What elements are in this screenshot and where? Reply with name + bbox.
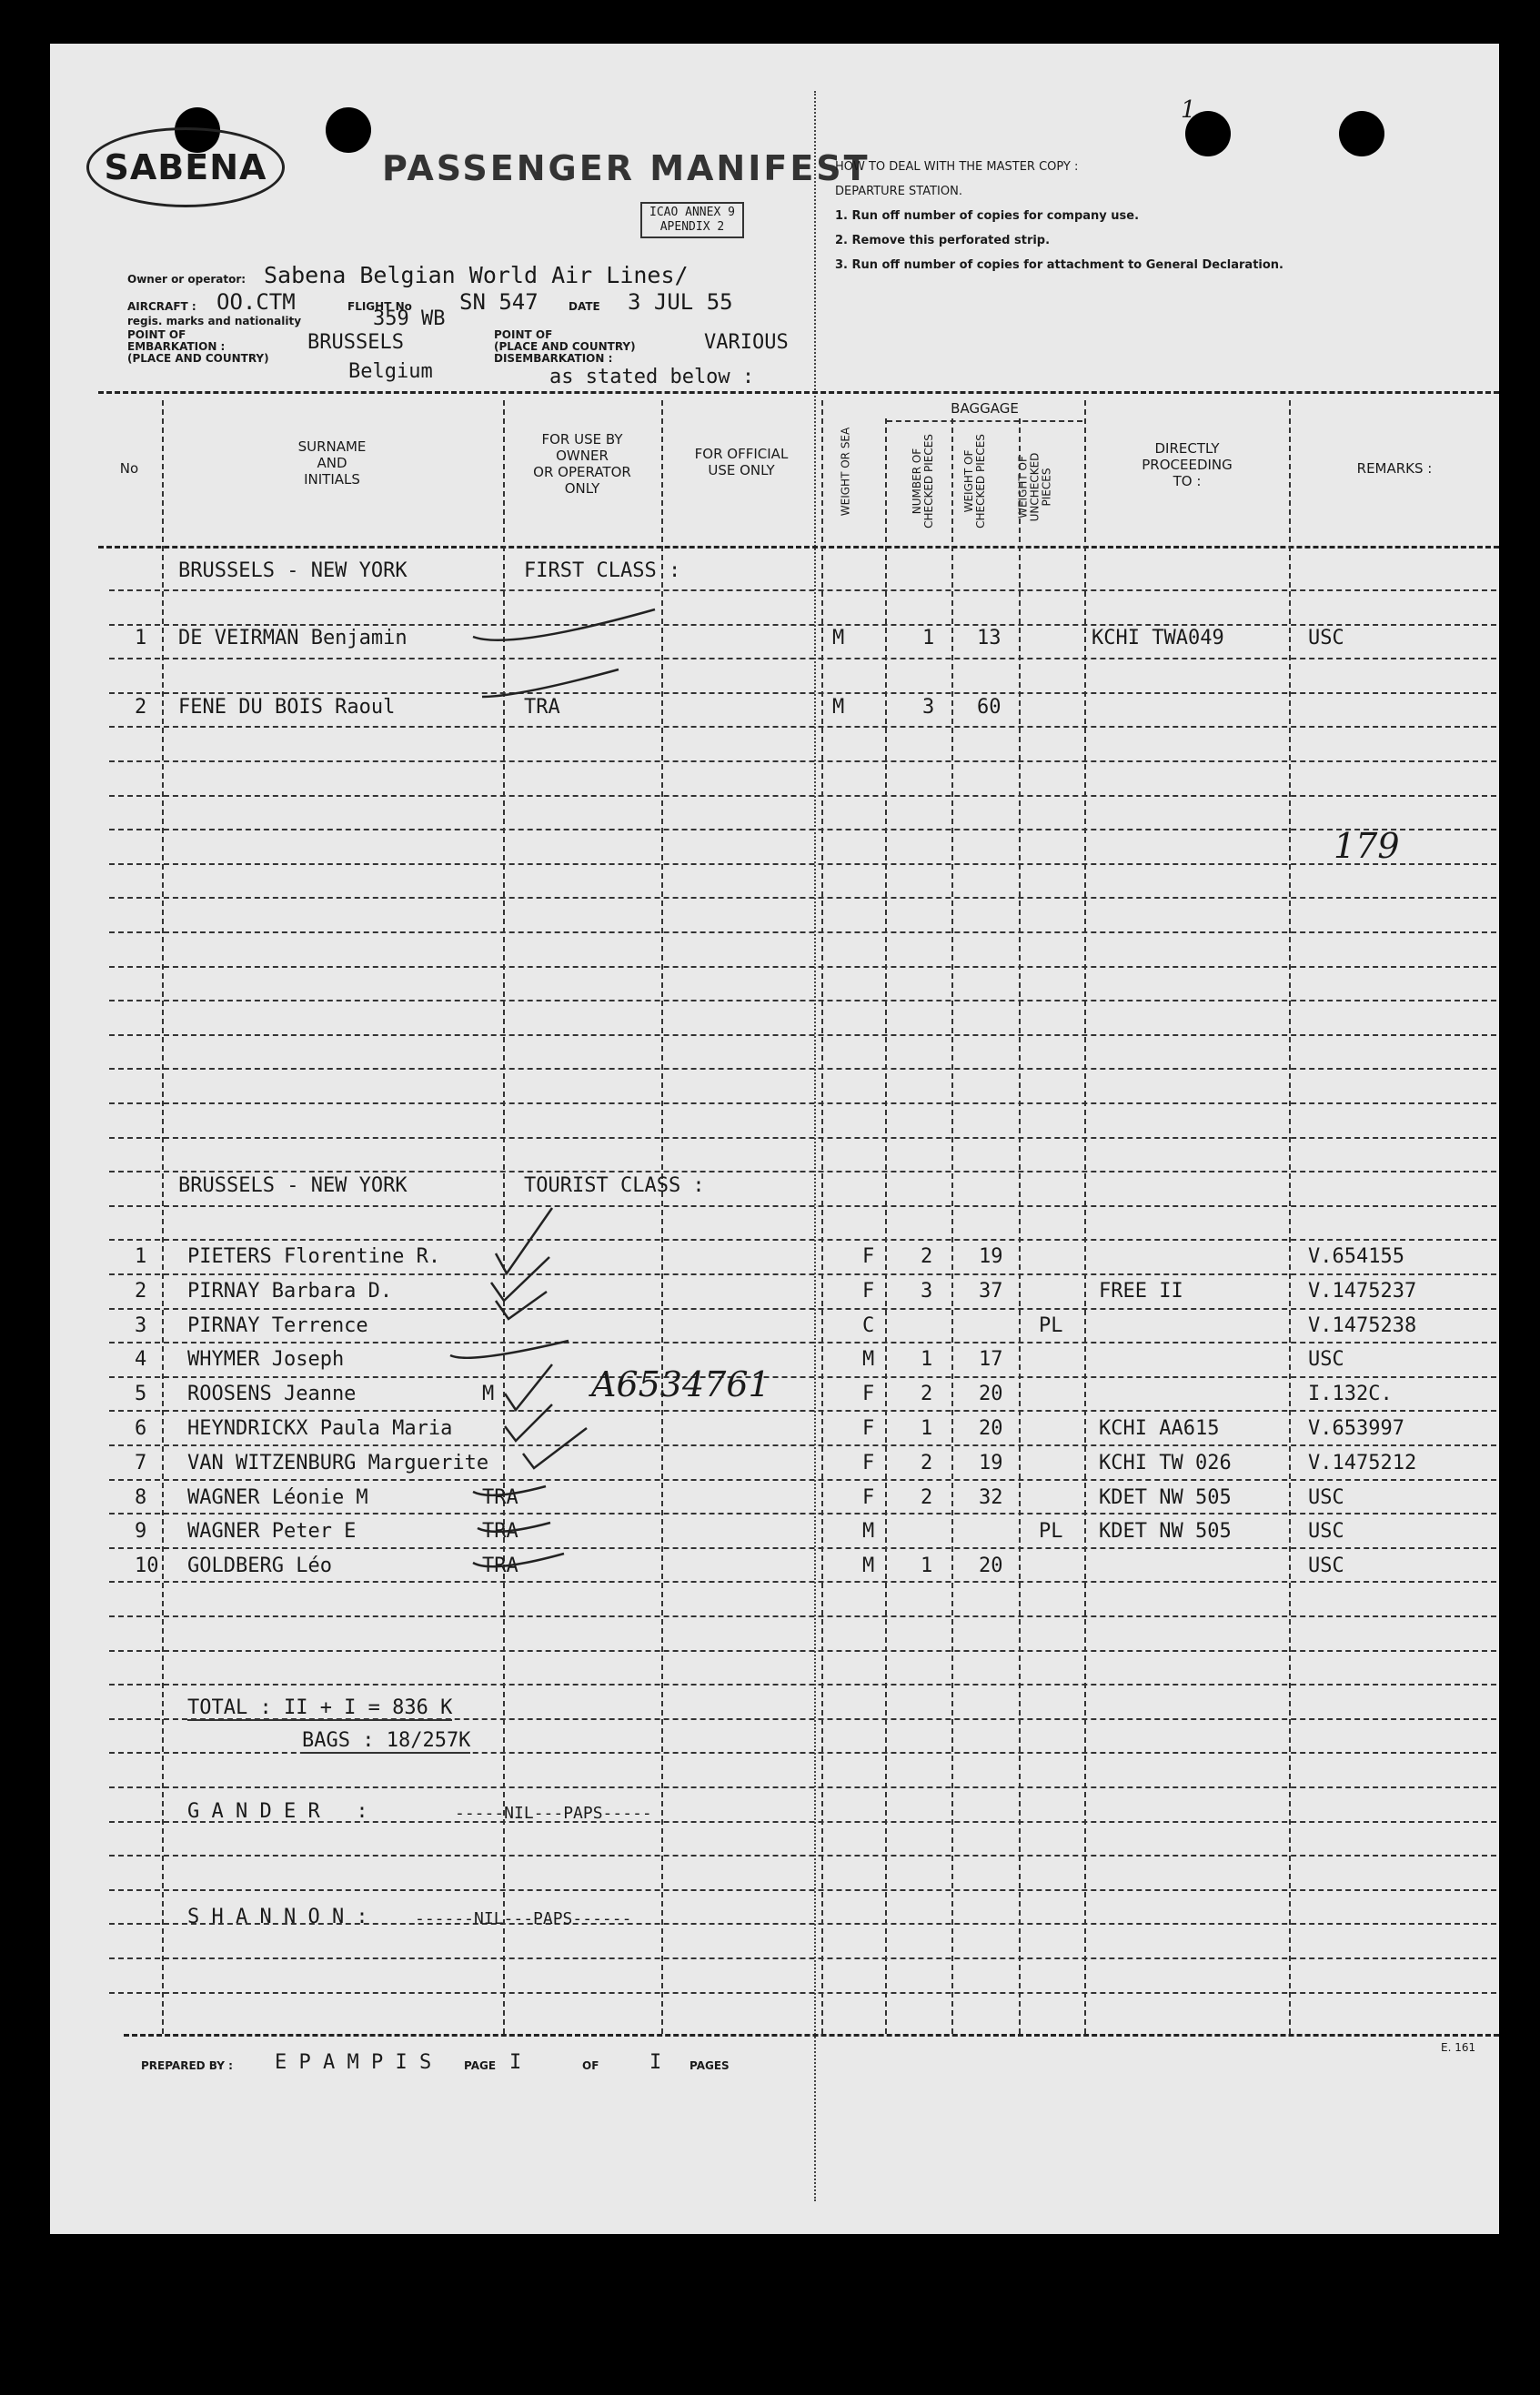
row-proceeding: KDET NW 505 xyxy=(1099,1486,1232,1509)
point-emb-label: POINT OF EMBARKATION : (PLACE AND COUNTRY) xyxy=(127,328,269,365)
instruction-station: DEPARTURE STATION. xyxy=(835,185,962,198)
row-unchecked: PL xyxy=(1039,1520,1063,1543)
row-pieces: 2 xyxy=(921,1486,933,1509)
check-mark-icon xyxy=(523,1428,587,1468)
shannon-value: ------NIL---PAPS------ xyxy=(415,1909,632,1928)
row-ws: F xyxy=(862,1245,875,1268)
col-weight-unchecked: WEIGHT OF UNCHECKED PIECES xyxy=(1016,452,1053,522)
instruction-2: 2. Remove this perforated strip. xyxy=(835,234,1051,247)
row-no: 1 xyxy=(135,627,147,649)
row-ws: F xyxy=(862,1486,875,1509)
row-proceeding: KDET NW 505 xyxy=(1099,1520,1232,1543)
col-weight-checked: WEIGHT OF CHECKED PIECES xyxy=(962,434,987,528)
row-pieces: 3 xyxy=(922,696,935,719)
point-dis-label: POINT OF (PLACE AND COUNTRY) DISEMBARKATION : xyxy=(494,328,636,365)
row-remarks: I.132C. xyxy=(1308,1383,1393,1405)
row-weight: 17 xyxy=(979,1348,1003,1371)
row-owner: TRA xyxy=(482,1555,518,1577)
regis-value: 359 WB xyxy=(373,307,446,330)
row-pieces: 2 xyxy=(921,1383,933,1405)
row-name: WHYMER Joseph xyxy=(187,1348,345,1371)
row-remarks: V.653997 xyxy=(1308,1417,1404,1440)
row-remarks: V.1475238 xyxy=(1308,1314,1417,1337)
row-proceeding: FREE II xyxy=(1099,1280,1183,1303)
point-dis-value: VARIOUS xyxy=(704,331,789,354)
col-baggage: BAGGAGE xyxy=(887,400,1082,422)
row-proceeding: KCHI TWA049 xyxy=(1092,627,1224,649)
check-mark-icon xyxy=(473,1486,546,1495)
col-no: No xyxy=(119,460,139,477)
of-value: I xyxy=(649,2051,662,2074)
instruction-1: 1. Run off number of copies for company use. xyxy=(835,209,1140,223)
aircraft-label: AIRCRAFT : xyxy=(127,300,196,313)
page-title: PASSENGER MANIFEST xyxy=(382,148,871,188)
row-no: 8 xyxy=(135,1486,147,1509)
check-mark-icon xyxy=(491,1257,549,1301)
aircraft-value: OO.CTM xyxy=(216,289,296,315)
col-remarks: REMARKS : xyxy=(1356,460,1433,477)
row-pieces: 1 xyxy=(921,1348,933,1371)
row-ws: F xyxy=(862,1383,875,1405)
icao-line-2: APENDIX 2 xyxy=(659,220,725,234)
row-ws: M xyxy=(832,696,845,719)
row-weight: 20 xyxy=(979,1555,1003,1577)
owner-value: Sabena Belgian World Air Lines/ xyxy=(264,262,689,288)
row-proceeding: KCHI TW 026 xyxy=(1099,1452,1232,1474)
of-label: OF xyxy=(582,2059,599,2072)
icao-line-1: ICAO ANNEX 9 xyxy=(649,206,735,219)
row-owner: TRA xyxy=(524,696,560,719)
row-no: 2 xyxy=(135,1280,147,1303)
page-label: PAGE xyxy=(464,2059,497,2072)
row-name: VAN WITZENBURG Marguerite xyxy=(187,1452,489,1474)
flight-label: FLIGHT No xyxy=(347,300,412,313)
row-remarks: USC xyxy=(1308,1486,1344,1509)
row-name: FENE DU BOIS Raoul xyxy=(178,696,396,719)
gander-label: G A N D E R : xyxy=(187,1800,368,1823)
point-emb-value: BRUSSELS xyxy=(307,331,404,354)
row-no: 2 xyxy=(135,696,147,719)
row-name: WAGNER Peter E xyxy=(187,1520,357,1543)
row-no: 10 xyxy=(135,1555,159,1577)
tourist-class-route: BRUSSELS - NEW YORK xyxy=(178,1174,408,1197)
row-pieces: 2 xyxy=(921,1452,933,1474)
row-weight: 19 xyxy=(979,1452,1003,1474)
col-official: FOR OFFICIAL USE ONLY xyxy=(694,446,789,478)
check-mark-icon xyxy=(482,669,619,697)
row-pieces: 1 xyxy=(921,1417,933,1440)
row-remarks: V.1475212 xyxy=(1308,1452,1417,1474)
form-code: E. 161 xyxy=(1441,2041,1476,2054)
margin-number: 179 xyxy=(1334,826,1400,866)
row-no: 6 xyxy=(135,1417,147,1440)
row-weight: 37 xyxy=(979,1280,1003,1303)
row-remarks: USC xyxy=(1308,1520,1344,1543)
row-ws: M xyxy=(862,1520,875,1543)
row-name: GOLDBERG Léo xyxy=(187,1555,332,1577)
instruction-title: HOW TO DEAL WITH THE MASTER COPY : xyxy=(835,160,1079,174)
point-dis-detail: as stated below : xyxy=(549,366,755,388)
row-weight: 20 xyxy=(979,1383,1003,1405)
row-ws: F xyxy=(862,1280,875,1303)
col-surname: SURNAME AND INITIALS xyxy=(297,438,367,488)
total-line: TOTAL : II + I = 836 K xyxy=(187,1696,453,1719)
regis-label: regis. marks and nationality xyxy=(127,315,302,327)
row-ws: F xyxy=(862,1452,875,1474)
bags-line: BAGS : 18/257K xyxy=(302,1729,471,1752)
row-weight: 32 xyxy=(979,1486,1003,1509)
row-no: 1 xyxy=(135,1245,147,1268)
check-mark-icon xyxy=(473,609,655,640)
row-name: PIETERS Florentine R. xyxy=(187,1245,441,1268)
row-pieces: 1 xyxy=(921,1555,933,1577)
row-name: PIRNAY Terrence xyxy=(187,1314,368,1337)
point-emb-country: Belgium xyxy=(348,360,433,383)
first-class-route: BRUSSELS - NEW YORK xyxy=(178,559,408,582)
row-remarks: V.1475237 xyxy=(1308,1280,1417,1303)
row-weight: 13 xyxy=(977,627,1002,649)
row-remarks: USC xyxy=(1308,1348,1344,1371)
gander-value: -----NIL---PAPS----- xyxy=(455,1804,652,1823)
row-weight: 20 xyxy=(979,1417,1003,1440)
row-ws: M xyxy=(862,1555,875,1577)
date-value: 3 JUL 55 xyxy=(628,289,733,315)
row-remarks: USC xyxy=(1308,1555,1344,1577)
prepared-label: PREPARED BY : xyxy=(141,2059,233,2072)
row-ws: M xyxy=(832,627,845,649)
col-proceeding: DIRECTLY PROCEEDING TO : xyxy=(1142,440,1233,489)
row-no: 5 xyxy=(135,1383,147,1405)
check-mark-icon xyxy=(478,1523,550,1532)
row-proceeding: KCHI AA615 xyxy=(1099,1417,1220,1440)
row-name: PIRNAY Barbara D. xyxy=(187,1280,393,1303)
instruction-3: 3. Run off number of copies for attachment to General Declaration. xyxy=(835,258,1283,272)
check-mark-icon xyxy=(505,1364,552,1410)
row-no: 3 xyxy=(135,1314,147,1337)
check-mark-icon xyxy=(496,1292,547,1319)
row-no: 7 xyxy=(135,1452,147,1474)
row-pieces: 2 xyxy=(921,1245,933,1268)
row-name: WAGNER Léonie M xyxy=(187,1486,368,1509)
shannon-label: S H A N N O N : xyxy=(187,1906,368,1928)
row-remarks: USC xyxy=(1308,627,1344,649)
row-owner: TRA xyxy=(482,1520,518,1543)
check-mark-icon xyxy=(450,1341,569,1358)
row-name: DE VEIRMAN Benjamin xyxy=(178,627,408,649)
row-ws: F xyxy=(862,1417,875,1440)
row-ws: C xyxy=(862,1314,875,1337)
row-ws: M xyxy=(862,1348,875,1371)
row-owner: M xyxy=(482,1383,495,1405)
row-no: 4 xyxy=(135,1348,147,1371)
check-mark-icon xyxy=(473,1554,564,1566)
prepared-value: E P A M P I S xyxy=(275,2051,432,2074)
row-pieces: 1 xyxy=(922,627,935,649)
corner-mark: 1 xyxy=(1181,96,1196,124)
sabena-logo: SABENA xyxy=(86,127,285,207)
row-pieces: 3 xyxy=(921,1280,933,1303)
flight-value: SN 547 xyxy=(459,289,538,315)
row-remarks: V.654155 xyxy=(1308,1245,1404,1268)
col-num-checked: NUMBER OF CHECKED PIECES xyxy=(911,434,935,528)
row-unchecked: PL xyxy=(1039,1314,1063,1337)
row-name: ROOSENS Jeanne xyxy=(187,1383,357,1405)
col-owner-use: FOR USE BY OWNER OR OPERATOR ONLY xyxy=(533,431,631,497)
row-no: 9 xyxy=(135,1520,147,1543)
handwritten-ref: A6534761 xyxy=(591,1364,770,1404)
row-name: HEYNDRICKX Paula Maria xyxy=(187,1417,453,1440)
pages-label: PAGES xyxy=(689,2059,730,2072)
first-class-label: FIRST CLASS : xyxy=(524,559,681,582)
col-weight-sea: WEIGHT OR SEA xyxy=(839,427,852,517)
row-owner: TRA xyxy=(482,1486,518,1509)
date-label: DATE xyxy=(569,300,600,313)
owner-label: Owner or operator: xyxy=(127,273,247,286)
page-value: I xyxy=(509,2051,522,2074)
row-weight: 19 xyxy=(979,1245,1003,1268)
row-weight: 60 xyxy=(977,696,1002,719)
check-mark-icon xyxy=(505,1404,552,1441)
tourist-class-label: TOURIST CLASS : xyxy=(524,1174,705,1197)
